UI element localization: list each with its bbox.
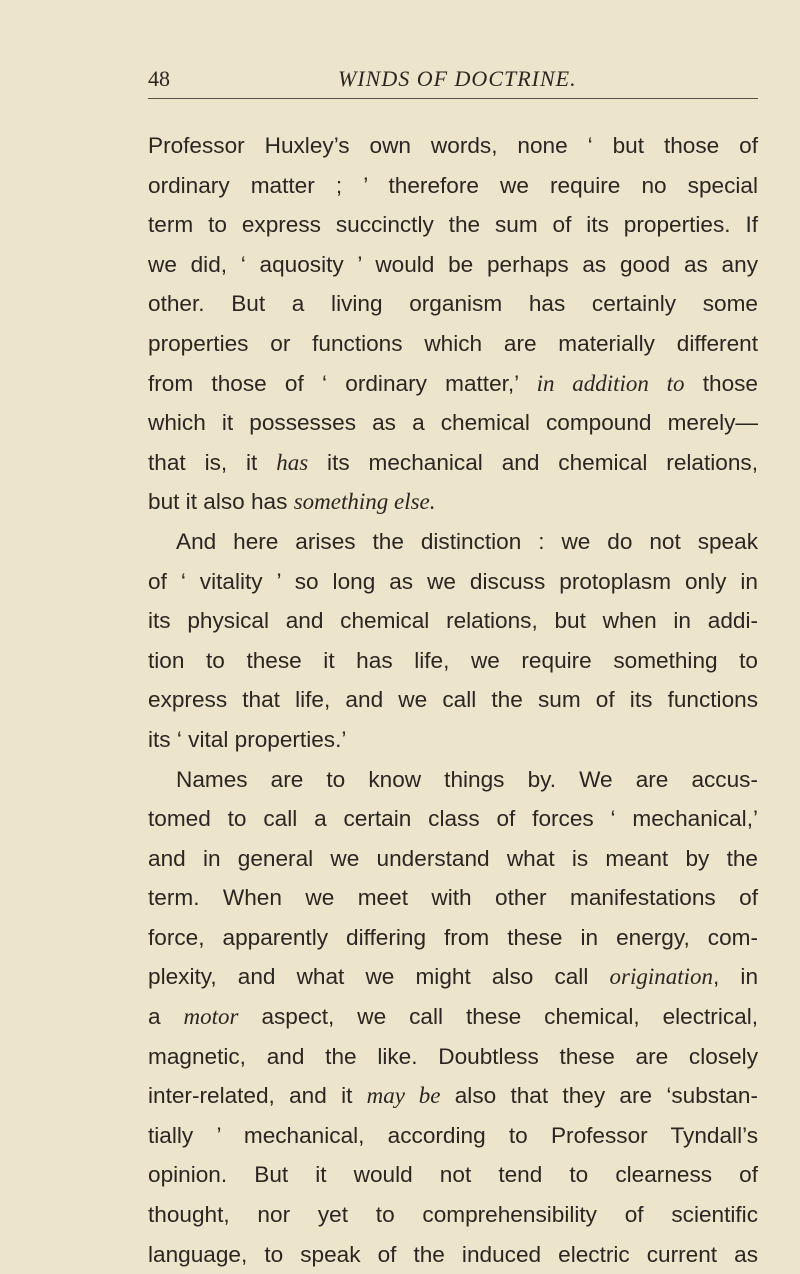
- text-line: [148, 1116, 758, 1156]
- text-line: [148, 126, 758, 166]
- text-line: [148, 324, 758, 364]
- text-run: aspect, we call these chemical, electrical,: [238, 1004, 759, 1030]
- text-line: [148, 443, 758, 483]
- text-run: we did, ‘ aquosity ’ would be perhaps as good as any: [148, 251, 758, 277]
- text-line: [148, 482, 758, 522]
- text-line: [148, 205, 758, 245]
- text-run: properties or functions which are materially different: [148, 330, 758, 356]
- text-run: opinion. But it would not tend to clearness of: [148, 1162, 758, 1188]
- text-line: [148, 601, 758, 641]
- text-run: that is, it: [148, 449, 277, 475]
- text-run: other. But a living organism has certainly some: [148, 291, 758, 317]
- text-line: [148, 1195, 758, 1235]
- text-run: but it also has: [148, 489, 294, 515]
- text-run: plexity, and what we might also call: [148, 964, 610, 990]
- text-line: [148, 760, 758, 800]
- text-line: [148, 720, 758, 760]
- running-title: WINDS OF DOCTRINE.: [338, 66, 577, 91]
- text-line: [148, 364, 758, 404]
- text-line: [148, 1235, 758, 1274]
- body-text: [148, 126, 758, 1274]
- text-line: [148, 957, 758, 997]
- text-run: thought, nor yet to comprehensibility of scientific: [148, 1202, 758, 1228]
- text-line: [148, 799, 758, 839]
- text-run: and in general we understand what is meant by the: [148, 845, 758, 871]
- text-run: term to express succinctly the sum of its properties. If: [148, 212, 758, 238]
- text-run: tion to these it has life, we require something to: [148, 647, 758, 673]
- italic-phrase: in addition to: [536, 370, 685, 396]
- italic-phrase: motor: [183, 1004, 239, 1030]
- text-run: express that life, and we call the sum of its functions: [148, 687, 758, 713]
- italic-phrase: may be: [366, 1083, 441, 1109]
- text-line: [148, 245, 758, 285]
- text-line: [148, 562, 758, 602]
- text-run: Names are to know things by. We are accus-: [176, 766, 758, 792]
- text-line: [148, 403, 758, 443]
- italic-phrase: has: [276, 449, 309, 475]
- text-run: its ‘ vital properties.’: [148, 726, 347, 752]
- text-line: [148, 166, 758, 206]
- text-line: [148, 1037, 758, 1077]
- text-line: [148, 839, 758, 879]
- text-run: its physical and chemical relations, but when in addi-: [148, 608, 758, 634]
- text-run: also that they are ‘substan-: [440, 1083, 759, 1109]
- text-line: [148, 522, 758, 562]
- text-line: [148, 284, 758, 324]
- text-run: , in: [713, 964, 759, 990]
- text-line: [148, 680, 758, 720]
- text-run: And here arises the distinction : we do not speak: [176, 528, 758, 554]
- text-line: [148, 641, 758, 681]
- text-run: a: [148, 1004, 184, 1030]
- text-run: magnetic, and the like. Doubtless these are closely: [148, 1043, 758, 1069]
- text-run: of ‘ vitality ’ so long as we discuss protoplasm only in: [148, 568, 758, 594]
- text-run: those: [684, 370, 758, 396]
- text-run: its mechanical and chemical relations,: [308, 449, 758, 475]
- italic-phrase: origination: [609, 964, 714, 990]
- text-run: term. When we meet with other manifestations of: [148, 885, 758, 911]
- text-line: [148, 878, 758, 918]
- text-run: tomed to call a certain class of forces ‘ mechanical,’: [148, 806, 758, 832]
- text-run: which it possesses as a chemical compound merely—: [148, 410, 758, 436]
- text-run: ordinary matter ; ’ therefore we require no special: [148, 172, 758, 198]
- text-run: Professor Huxley’s own words, none ‘ but those of: [148, 133, 758, 158]
- text-line: [148, 1155, 758, 1195]
- text-run: force, apparently differing from these in energy, com-: [148, 924, 758, 950]
- italic-phrase: something else.: [293, 489, 436, 515]
- text-line: [148, 918, 758, 958]
- text-line: [148, 997, 758, 1037]
- page-header: [148, 58, 758, 99]
- text-line: [148, 1076, 758, 1116]
- text-run: language, to speak of the induced electric current as: [148, 1241, 758, 1267]
- page-number: 48: [148, 66, 170, 91]
- text-run: inter-related, and it: [148, 1083, 367, 1109]
- text-run: from those of ‘ ordinary matter,’: [148, 370, 537, 396]
- text-run: tially ’ mechanical, according to Professor Tyndall’s: [148, 1122, 758, 1148]
